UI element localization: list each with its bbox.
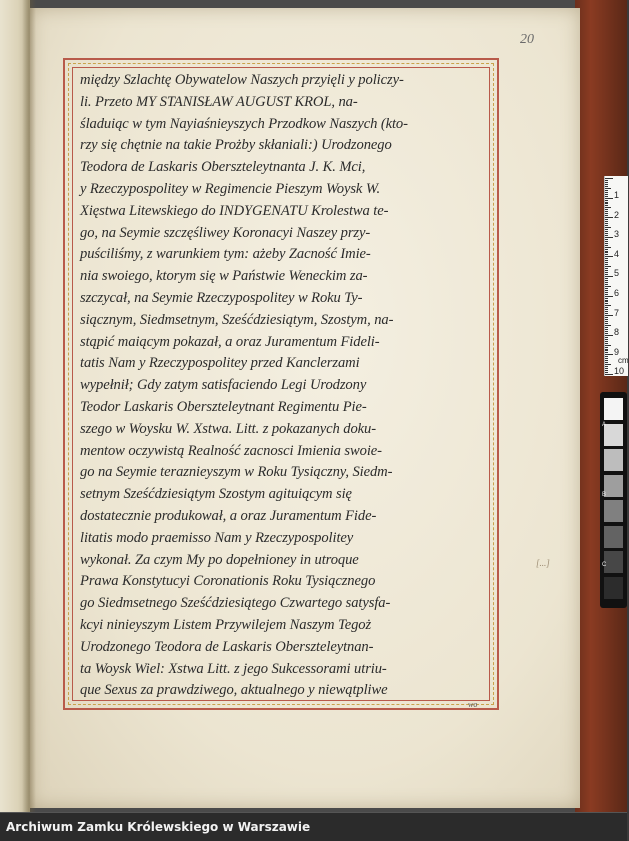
gray-patch [604,449,623,471]
ruler-tick [605,235,608,236]
ruler-tick [605,339,608,340]
ruler-tick [605,280,608,281]
ruler-tick [605,262,608,263]
ruler-tick [605,292,608,293]
ruler-tick [605,358,608,359]
ruler-tick [605,205,608,206]
manuscript-line: śladuiąc w tym Nayiaśnieyszych Przodkow Naszych (kto- [80,115,408,132]
ruler-tick [605,219,608,220]
manuscript-line: tatis Nam y Rzeczypospolitey przed Kanclerzami [80,355,360,372]
ruler-tick [605,211,608,212]
ruler-tick [605,190,608,191]
ruler-tick [605,372,608,373]
ruler-tick [605,278,608,279]
ruler-tick [605,305,611,306]
ruler-tick [605,309,608,310]
ruler-tick [605,317,608,318]
manuscript-line: stąpić maiącym pokazał, a oraz Juramentum Fideli- [80,333,380,350]
ruler-number: 5 [614,268,620,279]
ruler-tick [605,282,608,283]
ruler-tick [605,296,613,297]
ruler-tick [605,180,608,181]
ruler-tick [605,209,608,210]
ruler-tick [605,268,608,269]
ruler-tick [605,319,608,320]
manuscript-line: siącznym, Siedmsetnym, Sześćdziesiątym, Szostym, na- [80,311,394,328]
manuscript-line: wykonał. Za czym My po dopełnioney in utroque [80,551,359,568]
gray-patch [604,526,623,548]
margin-note: [...] [536,558,550,568]
ruler-tick [605,184,608,185]
manuscript-line: Prawa Konstytucyi Coronationis Roku Tysiącznego [80,573,376,590]
ruler-tick [605,347,608,348]
ruler-number: 1 [614,190,620,200]
gray-patch [604,500,623,522]
ruler-tick [605,241,608,242]
ruler-tick [605,192,608,193]
ruler-tick [605,231,608,232]
manuscript-line: między Szlachtę Obywatelow Naszych przyięli y policzy- [80,72,404,88]
manuscript-line: setnym Sześćdziesiątym Szostym agituiącym się [80,486,352,503]
ruler-tick [605,188,611,189]
ruler-tick [605,343,608,344]
ruler-tick [605,374,613,375]
manuscript-line: Xięstwa Litewskiego do INDYGENATU Krolestwa te- [80,202,389,219]
manuscript-line: rzy się chętnie na takie Prożby skłaniali:) Urodzonego [80,137,392,154]
manuscript-line: Teodor Laskaris Oberszteleytnant Regimentu Pie- [80,398,367,415]
ruler-tick [605,341,608,342]
ruler-tick [605,362,608,363]
ruler-tick [605,325,611,326]
ruler-tick [605,303,608,304]
ruler-tick [605,252,608,253]
manuscript-line: szczycał, na Seymie Rzeczypospolitey w Roku Ty- [80,289,363,306]
ruler-tick [605,203,608,204]
ruler-tick [605,229,608,230]
archive-caption: Archiwum Zamku Królewskiego w Warszawie [6,820,311,834]
manuscript-line: li. Przeto MY STANISŁAW AUGUST KROL, na- [80,93,358,110]
manuscript-line: Teodora de Laskaris Oberszteleytnanta J. K. Mci, [80,159,366,176]
ruler-tick [605,364,611,365]
ruler-tick [605,272,608,273]
ruler-tick [605,301,608,302]
ruler-number: 7 [614,307,620,318]
ruler-number: 10 [614,366,625,377]
ruler-number: 2 [614,209,620,220]
ruler-tick [605,290,608,291]
ruler-number: 9 [614,346,620,357]
ruler-tick [605,254,608,255]
manuscript-line: go, na Seymie szczęśliwey Koronacyi Naszey przy- [80,224,371,241]
ruler-tick [605,307,608,308]
gray-patch [604,424,623,446]
manuscript-line: go na Seymie teraznieyszym w Roku Tysiączny, Siedm- [80,464,393,481]
scale-label: C [602,562,607,568]
manuscript-line: litatis modo praemisso Nam y Rzeczypospolitey [80,529,354,546]
ruler-tick [605,264,608,265]
ruler-tick [605,350,608,351]
manuscript-line: nia swoiego, ktorym się w Państwie Weneckim za- [80,268,368,285]
ruler-unit: cm [618,356,629,365]
ruler-tick [605,256,613,257]
ruler-tick [605,245,608,246]
caption-bar [0,812,627,841]
ruler-tick [605,333,608,334]
folio-number: 20 [520,32,534,47]
ruler-tick [605,221,608,222]
ruler-tick [605,270,608,271]
ruler-tick [605,284,608,285]
ruler-tick [605,213,608,214]
ruler-tick [605,182,608,183]
ruler-number: 8 [614,327,620,338]
ruler-tick [605,366,608,367]
catchword: wo [468,700,478,709]
ruler-tick [605,258,608,259]
ruler-number: 3 [614,229,620,240]
ruler-tick [605,260,608,261]
ruler-tick [605,186,608,187]
ruler-tick [605,194,608,195]
manuscript-line: que Sexus za prawdziwego, aktualnego y niewątpliwe [80,682,388,699]
ruler-tick [605,223,608,224]
manuscript-line: ta Woysk Wiel: Xstwa Litt. z jego Sukcessorami utriu- [80,660,387,677]
scale-label: A [602,422,607,428]
spine-shadow [22,0,36,812]
ruler-tick [605,356,608,357]
ruler-tick [605,349,608,350]
ruler-tick [605,313,608,314]
scale-label: B [602,492,607,498]
ruler-tick [605,294,608,295]
ruler-tick [605,249,608,250]
color-calibration-scale [600,392,627,608]
ruler-tick [605,323,608,324]
manuscript-line: go Siedmsetnego Sześćdziesiątego Czwartego satysfa- [80,595,391,612]
ruler-tick [605,178,613,179]
ruler-tick [605,207,611,208]
gray-patch [604,398,623,420]
ruler-tick [605,198,613,199]
ruler-tick [605,217,613,218]
ruler-tick [605,215,608,216]
ruler-tick [605,247,611,248]
ruler-tick [605,370,608,371]
ruler-tick [605,200,608,201]
manuscript-line: y Rzeczypospolitey w Regimencie Pieszym Woysk W. [80,180,381,197]
ruler-number: 6 [614,288,620,298]
ruler-tick [605,239,608,240]
ruler-tick [605,298,608,299]
ruler-tick [605,354,613,355]
ruler-tick [605,288,608,289]
manuscript-line: mentow oczywistą Realność zacnosci Imienia swoie- [80,442,382,459]
manuscript-line: wypełnił; Gdy zatym satisfaciendo Legi Urodzony [80,377,367,394]
gray-patch [604,475,623,497]
ruler-tick [605,368,608,369]
ruler-tick [605,274,608,275]
ruler-tick [605,327,608,328]
ruler-tick [605,202,608,203]
ruler-tick [605,360,608,361]
ruler-tick [605,345,611,346]
manuscript-line: puściliśmy, z warunkiem tym: ażeby Zacność Imie- [80,246,371,263]
ruler-tick [605,300,608,301]
ruler-tick [605,329,608,330]
ruler-tick [605,225,608,226]
ruler-tick [605,315,613,316]
ruler-tick [605,335,613,336]
manuscript-line: Urodzonego Teodora de Laskaris Oberszteleytnan- [80,638,374,655]
ruler-tick [605,286,611,287]
ruler-tick [605,311,608,312]
ruler-tick [605,321,608,322]
manuscript-line: szego w Woysku W. Xstwa. Litt. z pokazanych doku- [80,420,377,437]
ruler-tick [605,233,608,234]
ruler-tick [605,196,608,197]
ruler-tick [605,266,611,267]
measurement-ruler [604,176,628,376]
ruler-tick [605,331,608,332]
ruler-tick [605,237,613,238]
ruler-tick [605,276,613,277]
gray-patch [604,577,623,599]
ruler-tick [605,337,608,338]
ruler-tick [605,251,608,252]
ruler-number: 4 [614,248,620,259]
ruler-tick [605,243,608,244]
manuscript-text [80,70,490,702]
manuscript-line: dostatecznie produkował, a oraz Juramentum Fide- [80,507,377,524]
manuscript-line: kcyi ninieyszym Listem Przywilejem Naszym Tegoż [80,616,372,633]
ruler-tick [605,352,608,353]
gray-patch [604,551,623,573]
ruler-tick [605,227,611,228]
